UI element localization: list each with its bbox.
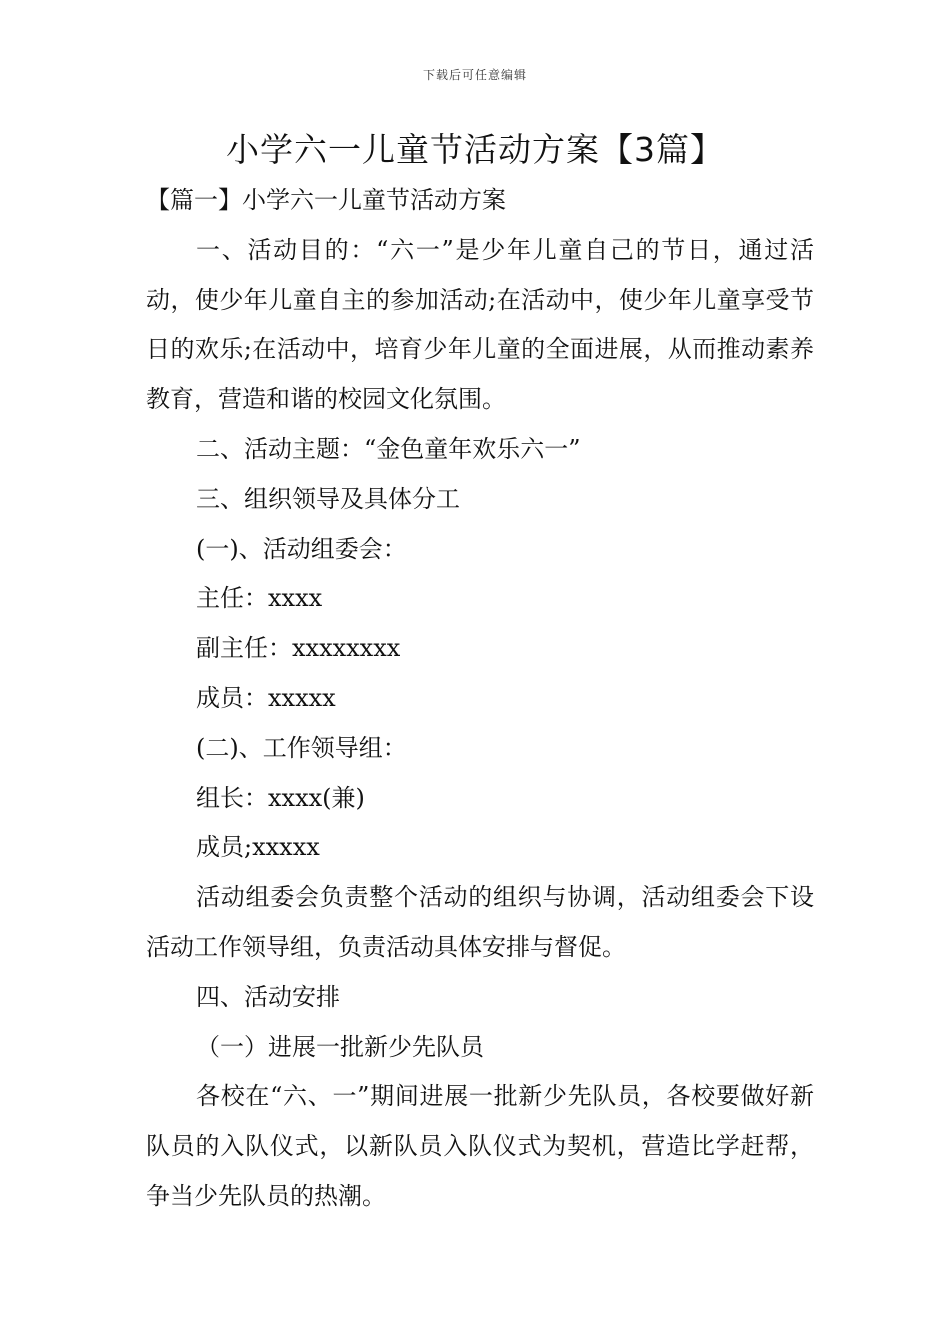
paragraph-schools: 各校在“六、一”期间进展一批新少先队员，各校要做好新队员的入队仪式，以新队员入队仪式为契机，营造比学赶帮，争当少先队员的热潮。 <box>146 1082 814 1210</box>
paragraph-theme: 二、活动主题：“金色童年欢乐六一” <box>196 434 581 463</box>
paragraph-members: 成员：xxxxx <box>196 683 336 712</box>
paragraph-committee: (一)、活动组委会： <box>196 534 407 563</box>
document-body <box>146 176 814 1222</box>
section-heading: 【篇一】小学六一儿童节活动方案 <box>146 186 506 214</box>
paragraph-director: 主任：xxxx <box>196 584 323 613</box>
paragraph-arrangement: 四、活动安排 <box>196 982 340 1011</box>
paragraph-vice-director: 副主任：xxxxxxxx <box>196 634 401 663</box>
paragraph-group-members: 成员;xxxxx <box>196 833 320 862</box>
paragraph-organization: 三、组织领导及具体分工 <box>196 484 460 513</box>
paragraph-responsibility: 活动组委会负责整个活动的组织与协调，活动组委会下设活动工作领导组，负责活动具体安排与督促。 <box>146 883 814 961</box>
paragraph-group-leader: 组长：xxxx(兼) <box>196 783 365 812</box>
paragraph-work-group: (二)、工作领导组： <box>196 733 407 762</box>
document-title: 小学六一儿童节活动方案【3篇】 <box>226 130 724 169</box>
paragraph-purpose: 一、活动目的：“六一”是少年儿童自己的节日，通过活动，使少年儿童自主的参加活动;在活动中，使少年儿童享受节日的欢乐;在活动中，培育少年儿童的全面进展，从而推动素养教育，营造和谐的校园文化氛围。 <box>146 235 814 414</box>
header-note: 下载后可任意编辑 <box>422 68 527 82</box>
paragraph-new-members: （一）进展一批新少先队员 <box>196 1032 484 1061</box>
